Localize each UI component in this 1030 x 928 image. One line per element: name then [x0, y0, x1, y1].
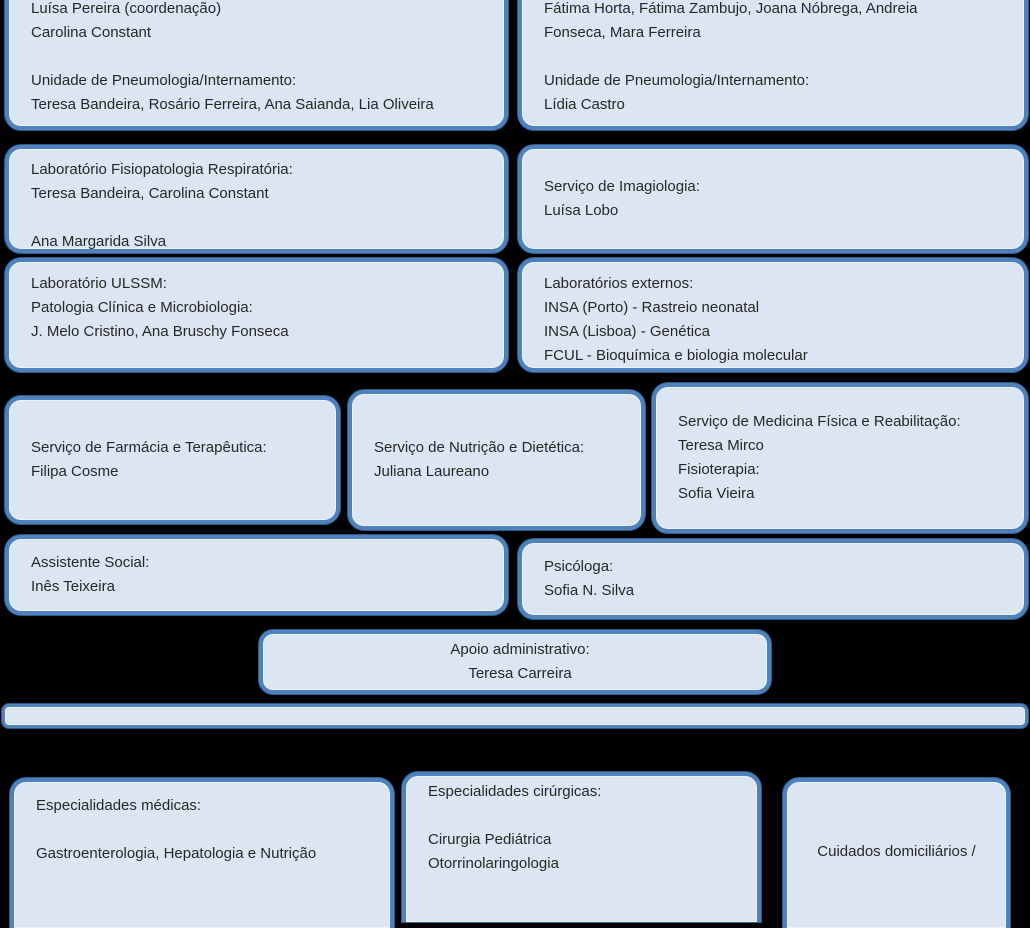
box-respiratory-lab-text: Laboratório Fisiopatologia Respiratória: Teresa Bandeira, Carolina Constant Ana Margarida Silva: [31, 161, 293, 250]
box-psychologist-text: Psicóloga: Sofia N. Silva: [544, 558, 635, 599]
box-ulssm-lab-text: Laboratório ULSSM: Patologia Clínica e Microbiologia: J. Melo Cristino, Ana Bruschy Fonseca: [31, 275, 289, 340]
box-pneumology-team: [5, 0, 508, 130]
box-nursing-team-text: Fátima Horta, Fátima Zambujo, Joana Nóbrega, Andreia Fonseca, Mara Ferreira Unidade de Pneumologia/Internamento: Lídia Castro: [544, 0, 918, 113]
box-imaging-service-text: Serviço de Imagiologia: Luísa Lobo: [544, 178, 700, 219]
box-ulssm-lab: [5, 258, 508, 372]
box-external-labs-text: Laboratórios externos: INSA (Porto) - Rastreio neonatal INSA (Lisboa) - Genética FCUL - Bioquímica e biologia molecular: [544, 275, 808, 364]
box-surgical-specialties: [402, 772, 761, 922]
box-psychologist: [518, 539, 1028, 619]
box-nutrition-service-text: Serviço de Nutrição e Dietética: Juliana Laureano: [374, 439, 585, 480]
section-divider-bar: [2, 704, 1028, 728]
box-admin-support-text: Apoio administrativo: Teresa Carreira: [450, 641, 590, 682]
box-medical-specialties-text: Especialidades médicas: Gastroenterologia, Hepatologia e Nutrição: [36, 797, 317, 862]
box-physical-medicine-service: [652, 383, 1028, 533]
box-nutrition-service: [348, 390, 645, 530]
box-physical-medicine-service-text: Serviço de Medicina Física e Reabilitação: Teresa Mirco Fisioterapia: Sofia Vieira: [678, 413, 961, 502]
box-medical-specialties: [10, 778, 394, 928]
box-social-worker: [5, 535, 508, 615]
box-pneumology-team-text: Luísa Pereira (coordenação) Carolina Constant Unidade de Pneumologia/Internamento: Teresa Bandeira, Rosário Ferreira, Ana Saianda, Lia Oliveira: [31, 0, 434, 113]
box-home-care: [783, 778, 1010, 928]
box-social-worker-text: Assistente Social: Inês Teixeira: [31, 554, 150, 595]
box-respiratory-lab: [5, 145, 508, 253]
box-admin-support: [259, 630, 771, 694]
box-imaging-service: [518, 145, 1028, 253]
box-home-care-text: Cuidados domiciliários /: [817, 843, 976, 860]
box-external-labs: [518, 258, 1028, 372]
box-nursing-team: [518, 0, 1028, 130]
box-pharmacy-service-text: Serviço de Farmácia e Terapêutica: Filipa Cosme: [31, 439, 267, 480]
box-surgical-specialties-text: Especialidades cirúrgicas: Cirurgia Pediátrica Otorrinolaringologia: [428, 783, 602, 872]
box-pharmacy-service: [5, 396, 340, 524]
